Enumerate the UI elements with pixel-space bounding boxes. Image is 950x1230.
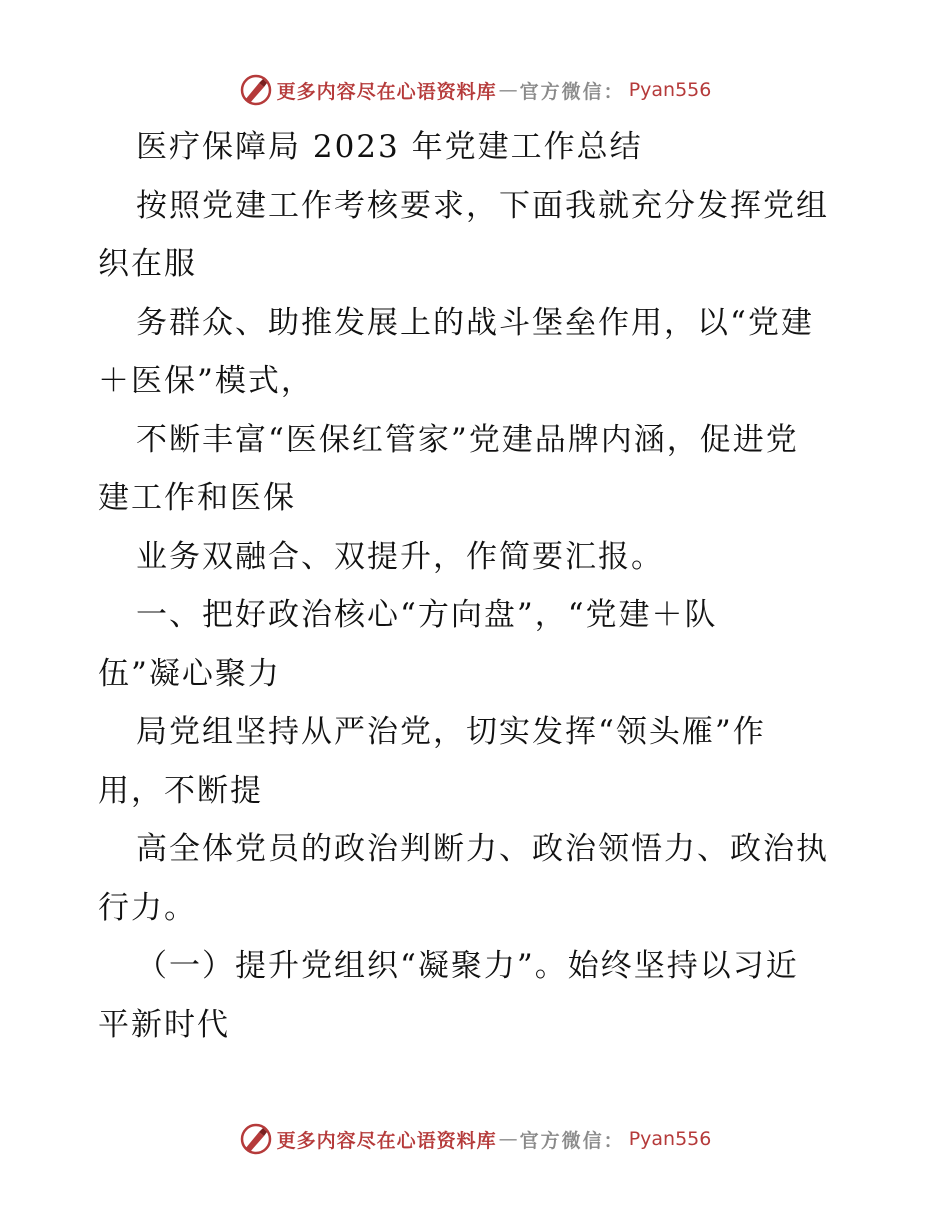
text-line: 按照党建工作考核要求，下面我就充分发挥党组 xyxy=(136,187,829,224)
footer-wechat-id: Pyan556 xyxy=(628,1128,712,1150)
text-line: 建工作和医保 xyxy=(98,480,296,516)
subsection-line: （一）提升党组织“凝聚力”。始终坚持以习近 xyxy=(136,948,799,984)
text-line: 织在服 xyxy=(98,246,197,282)
text-line: 局党组坚持从严治党，切实发挥“领头雁”作 xyxy=(136,714,766,750)
text-line: 行力。 xyxy=(98,889,197,926)
footer-wechat-label: 官方微信： xyxy=(519,1129,625,1152)
section-heading: 一、把好政治核心“方向盘”，“党建＋队 xyxy=(136,597,718,633)
text-line: 用，不断提 xyxy=(98,772,263,809)
pen-nib-logo-icon xyxy=(239,73,273,107)
document-title: 医疗保障局 2023 年党建工作总结 xyxy=(136,129,643,165)
pen-nib-logo-icon xyxy=(239,1122,273,1156)
footer-dash: — xyxy=(498,1128,518,1150)
text-line: 平新时代 xyxy=(98,1006,230,1043)
text-line: 务群众、助推发展上的战斗堡垒作用，以“党建 xyxy=(136,304,814,341)
text-line: 高全体党员的政治判断力、政治领悟力、政治执 xyxy=(136,831,829,867)
text-line: ＋医保”模式， xyxy=(98,363,314,399)
header-site-text: 更多内容尽在心语资料库 xyxy=(276,80,497,103)
footer-watermark-banner xyxy=(0,1119,950,1159)
header-wechat-id: Pyan556 xyxy=(628,79,712,101)
header-dash: — xyxy=(498,79,518,101)
text-line: 不断丰富“医保红管家”党建品牌内涵，促进党 xyxy=(136,421,799,458)
text-line: 业务双融合、双提升，作简要汇报。 xyxy=(136,538,664,575)
header-watermark-banner xyxy=(0,70,950,110)
section-heading-continued: 伍”凝心聚力 xyxy=(98,655,281,692)
header-wechat-label: 官方微信： xyxy=(519,80,625,103)
footer-site-text: 更多内容尽在心语资料库 xyxy=(276,1129,497,1152)
document-body xyxy=(98,118,858,1054)
